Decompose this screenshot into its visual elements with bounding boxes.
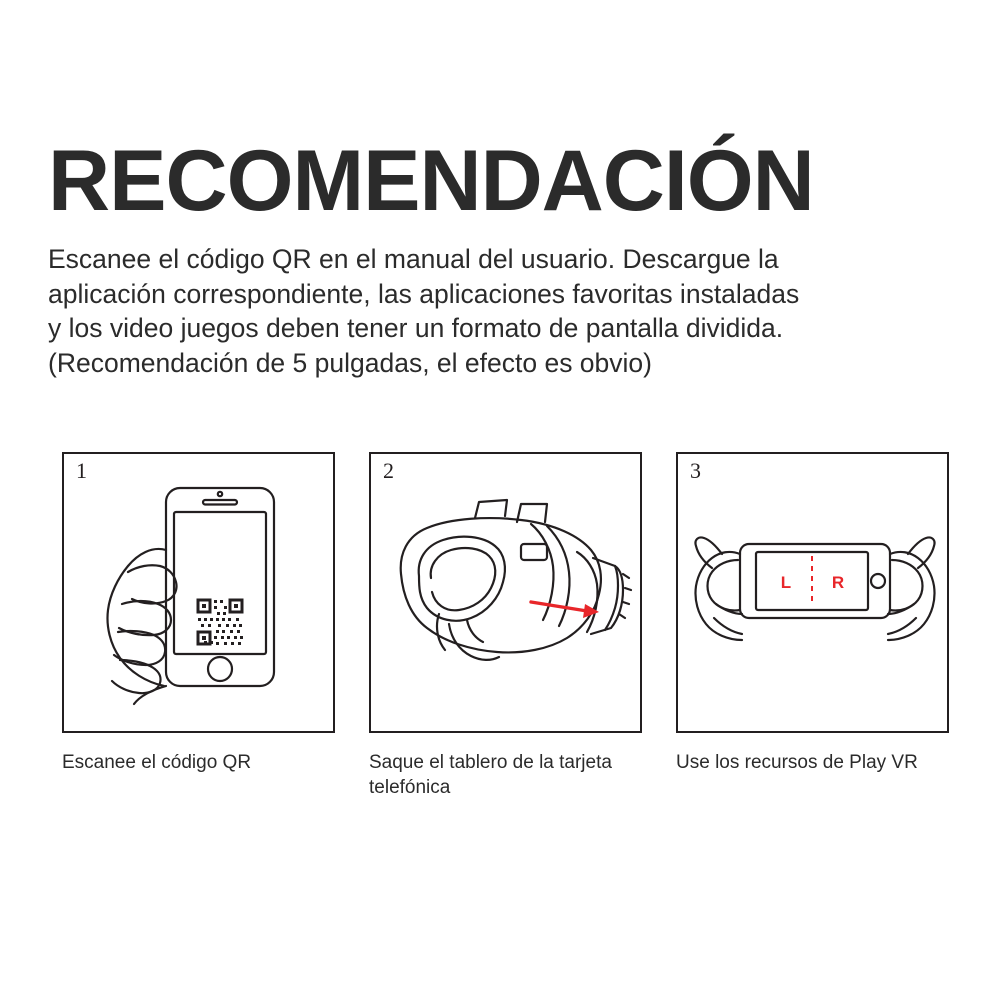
hands-holding-phone-split-screen-illustration (678, 454, 951, 735)
intro-line-2: aplicación correspondiente, las aplicaciones favoritas instaladas (48, 278, 800, 309)
qr-code-graphic (196, 598, 244, 646)
step-3 (676, 452, 951, 800)
step-1-caption: Escanee el código QR (62, 752, 252, 773)
step-1-number: 1 (76, 458, 87, 483)
screen-label-left: L (780, 573, 792, 592)
step-3-caption: Use los recursos de Play VR (676, 752, 918, 773)
step-2 (369, 452, 644, 800)
step-1 (62, 452, 337, 800)
step-1-panel (62, 452, 335, 733)
step-2-panel (369, 452, 642, 733)
hand-holding-phone-with-qr-code-illustration (64, 454, 337, 735)
step-3-panel (676, 452, 949, 733)
intro-line-1: Escanee el código QR en el manual del usuario. Descargue la (48, 244, 779, 274)
intro-line-4: (Recomendación de 5 pulgadas, el efecto es obvio) (48, 348, 652, 379)
intro-line-3: y los video juegos deben tener un formato de pantalla dividida. (48, 313, 784, 344)
steps-row (62, 452, 952, 800)
vr-headset-tray-illustration (371, 454, 644, 735)
page-title: RECOMENDACIÓN (48, 132, 814, 229)
step-3-number: 3 (690, 458, 701, 483)
intro-paragraph (48, 242, 954, 381)
step-2-caption: Saque el tablero de la tarjeta telefónica (369, 752, 612, 798)
step-2-number: 2 (383, 458, 394, 483)
screen-label-right: R (831, 573, 845, 592)
